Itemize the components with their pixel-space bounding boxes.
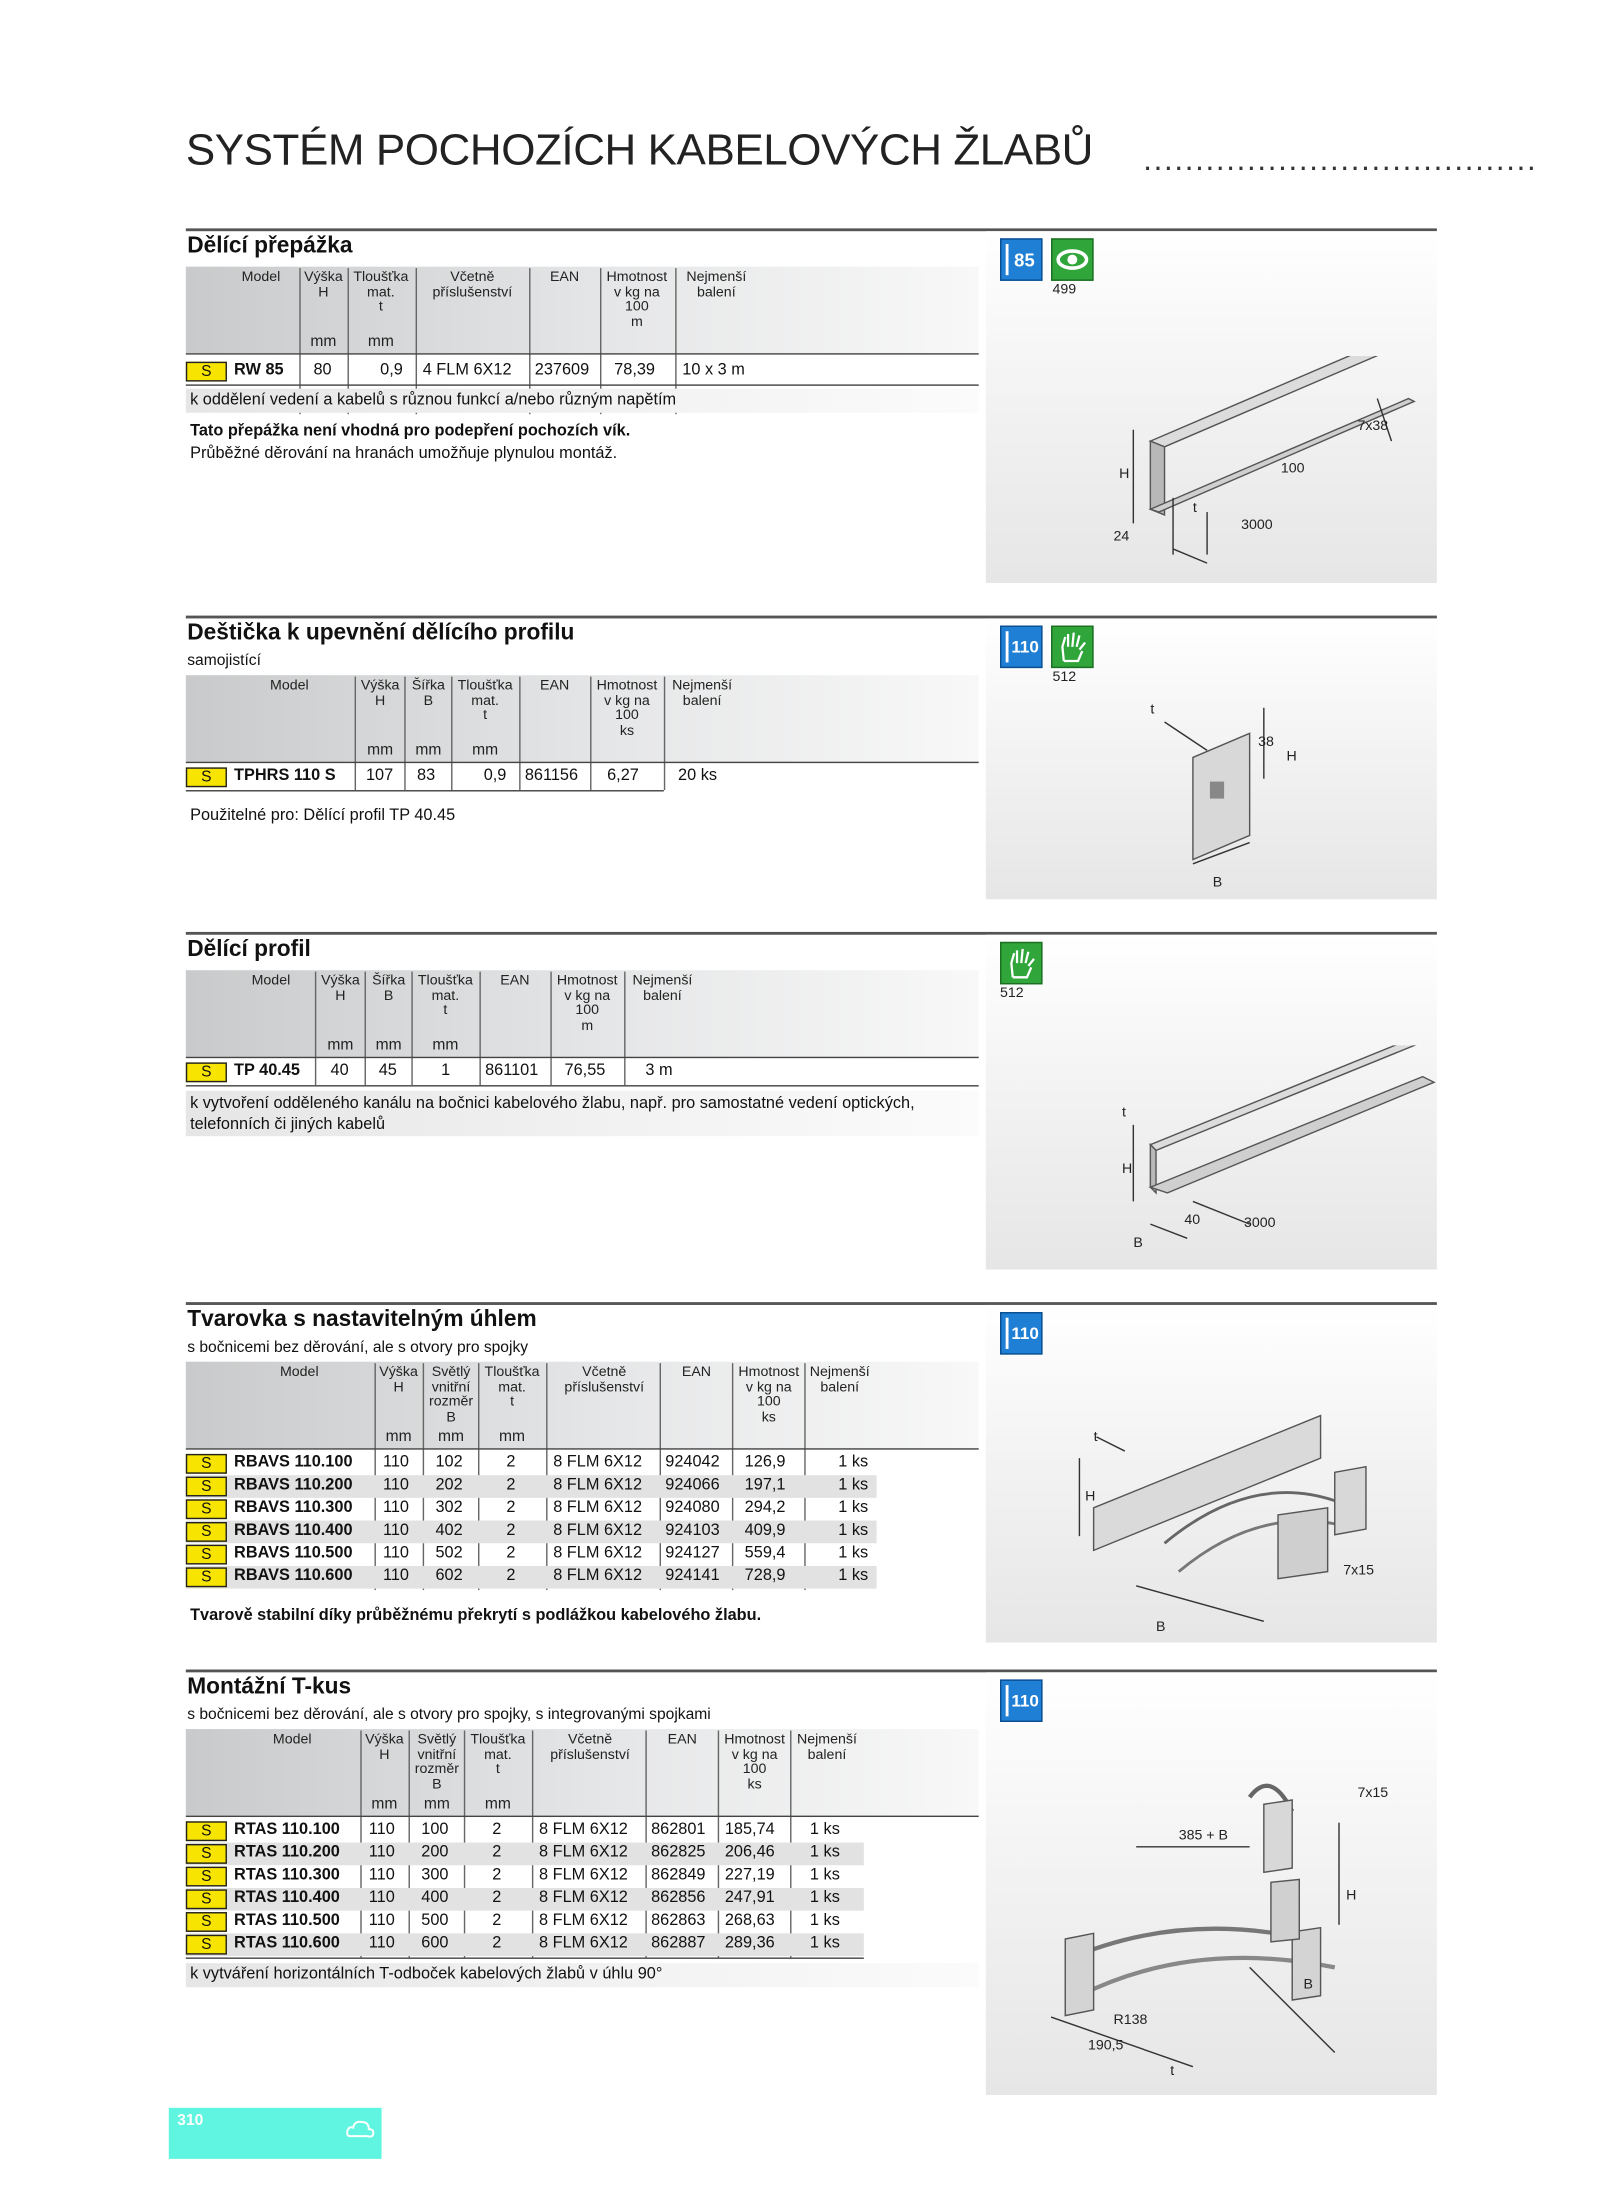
model-cell: RTAS 110.400 — [234, 1889, 340, 1907]
weight-cell: 559,4 — [744, 1544, 786, 1562]
stock-badge: S — [186, 1062, 227, 1082]
stock-badge: S — [186, 1477, 227, 1497]
dim-label: B — [1156, 1619, 1166, 1636]
thickness-cell: 0,9 — [483, 767, 507, 785]
header-package: Nejmenší balení — [686, 269, 747, 301]
page-title: SYSTÉM POCHOZÍCH KABELOVÝCH ŽLABŮ — [185, 124, 1093, 175]
thickness-cell: 2 — [492, 1866, 502, 1884]
accessories-cell: 8 FLM 6X12 — [539, 1889, 628, 1907]
unit-thickness: mm — [472, 741, 499, 759]
accessories-cell: 8 FLM 6X12 — [539, 1866, 628, 1884]
header-weight: Hmotnost v kg na 100 m — [606, 269, 668, 330]
width-cell: 500 — [421, 1912, 449, 1930]
row-divider — [186, 1957, 864, 1958]
model-cell: RBAVS 110.600 — [234, 1567, 353, 1585]
package-cell: 1 ks — [838, 1567, 869, 1585]
model-cell: RTAS 110.300 — [234, 1866, 340, 1884]
dim-label: H — [1119, 466, 1130, 483]
thickness-cell: 2 — [506, 1476, 516, 1494]
unit-thickness: mm — [484, 1795, 511, 1813]
section-subtitle: samojistící — [187, 652, 261, 670]
section-deliciprepazka — [186, 228, 1437, 583]
height-cell: 110 — [368, 1889, 395, 1907]
stock-badge: S — [186, 1935, 227, 1955]
unit-height: mm — [310, 333, 337, 351]
eye-icon-label: 499 — [1052, 282, 1077, 298]
section-subtitle: s bočnicemi bez děrování, ale s otvory pro spojky, s integrovanými spojkami — [187, 1706, 711, 1724]
package-cell: 1 ks — [838, 1453, 869, 1471]
dim-label: 24 — [1113, 528, 1130, 545]
row-divider — [186, 1085, 979, 1086]
clip-drawing — [1108, 679, 1392, 892]
width-cell: 600 — [421, 1934, 449, 1952]
header-ean: EAN — [500, 973, 530, 989]
header-package: Nejmenší balení — [796, 1731, 857, 1763]
height-110-icon: 110 — [1000, 626, 1043, 669]
header-thickness: Tloušťka mat. t — [470, 1731, 526, 1778]
ean-cell: 924080 — [665, 1499, 720, 1517]
unit-width: mm — [423, 1795, 450, 1813]
dim-label: t — [1121, 1104, 1126, 1121]
height-85-icon: 85 — [1000, 238, 1043, 281]
header-weight: Hmotnost v kg na 100 ks — [724, 1731, 785, 1793]
header-thickness: Tloušťka mat. t — [484, 1364, 540, 1410]
width-cell: 300 — [421, 1866, 449, 1884]
width-cell: 402 — [435, 1521, 463, 1540]
header-ean: EAN — [549, 269, 580, 286]
section-subtitle: s bočnicemi bez děrování, ale s otvory pro spojky — [187, 1339, 529, 1357]
section-title: Montážní T-kus — [187, 1675, 352, 1700]
usage-note: k vytváření horizontálních T-odboček kabelových žlabů v úhlu 90° — [190, 1965, 663, 1983]
accessories-cell: 8 FLM 6X12 — [539, 1821, 628, 1839]
usage-note: Použitelné pro: Dělící profil TP 40.45 — [190, 807, 456, 825]
weight-cell: 247,91 — [724, 1889, 775, 1907]
dim-label: H — [1085, 1488, 1096, 1505]
accessories-cell: 8 FLM 6X12 — [539, 1843, 628, 1861]
package-cell: 1 ks — [809, 1821, 840, 1839]
thickness-cell: 0,9 — [380, 361, 403, 379]
header-width: Šířka B — [372, 973, 406, 1004]
ean-cell: 862887 — [651, 1934, 706, 1952]
header-thickness: Tloušťka mat. t — [417, 973, 473, 1019]
height-cell: 110 — [382, 1476, 409, 1494]
dim-label: 38 — [1258, 734, 1274, 751]
section-tkus — [186, 1670, 1437, 2096]
eye-icon — [1051, 238, 1094, 281]
model-cell: TPHRS 110 S — [234, 767, 336, 785]
ean-cell: 862801 — [651, 1821, 706, 1839]
package-cell: 20 ks — [678, 767, 718, 785]
header-model: Model — [279, 1364, 319, 1381]
thickness-cell: 1 — [441, 1062, 451, 1080]
weight-cell: 76,55 — [564, 1062, 606, 1080]
unit-thickness: mm — [432, 1036, 459, 1054]
hand-icon-label: 512 — [1000, 985, 1024, 1002]
header-weight: Hmotnost v kg na 100 ks — [596, 678, 658, 739]
width-cell: 100 — [421, 1821, 449, 1839]
header-accessories: Včetně příslušenství — [564, 1364, 645, 1396]
header-width: Světlý vnitřní rozměr B — [414, 1731, 459, 1793]
hand-icon-label: 512 — [1052, 669, 1077, 686]
height-cell: 110 — [368, 1912, 395, 1930]
package-cell: 1 ks — [809, 1912, 840, 1930]
table-row — [186, 1543, 979, 1566]
height-cell: 110 — [382, 1521, 409, 1540]
package-cell: 3 m — [645, 1062, 673, 1080]
section-title: Dělící profil — [187, 937, 311, 962]
dim-label: 7x15 — [1343, 1562, 1374, 1579]
header-height: Výška H — [379, 1364, 418, 1396]
dim-label: t — [1170, 2063, 1175, 2080]
model-cell: RBAVS 110.200 — [234, 1476, 353, 1494]
package-cell: 1 ks — [809, 1866, 840, 1884]
header-weight: Hmotnost v kg na 100 m — [556, 973, 618, 1034]
thickness-cell: 2 — [506, 1544, 516, 1562]
stability-note: Tvarově stabilní díky průběžnému překrytí s podlážkou kabelového žlabu. — [190, 1607, 762, 1625]
width-cell: 45 — [378, 1062, 397, 1080]
weight-cell: 78,39 — [614, 361, 656, 379]
header-thickness: Tloušťka mat. t — [457, 678, 513, 724]
weight-cell: 294,2 — [744, 1499, 786, 1517]
header-package: Nejmenší balení — [672, 678, 733, 709]
model-cell: RBAVS 110.300 — [234, 1499, 353, 1517]
weight-cell: 728,9 — [744, 1567, 786, 1585]
ean-cell: 924141 — [665, 1567, 720, 1585]
stock-badge: S — [186, 1522, 227, 1542]
width-cell: 102 — [435, 1453, 463, 1471]
model-cell: RBAVS 110.500 — [234, 1544, 353, 1562]
warning-note: Tato přepážka není vhodná pro podepření pochozích vík. — [190, 422, 631, 440]
table-row — [186, 1452, 979, 1475]
dim-label: R138 — [1113, 2012, 1148, 2029]
header-model: Model — [272, 1731, 312, 1748]
height-cell: 110 — [368, 1866, 395, 1884]
accessories-cell: 8 FLM 6X12 — [553, 1567, 643, 1585]
unit-width: mm — [438, 1428, 465, 1446]
stock-badge: S — [186, 1545, 227, 1565]
weight-cell: 268,63 — [724, 1912, 775, 1930]
model-cell: RTAS 110.200 — [234, 1843, 340, 1861]
package-cell: 1 ks — [838, 1499, 869, 1517]
stock-badge: S — [186, 362, 227, 382]
unit-height: mm — [367, 741, 394, 759]
stock-badge: S — [186, 1499, 227, 1519]
table-row — [186, 1521, 979, 1544]
adjustable-fitting-drawing — [1051, 1373, 1420, 1635]
ean-cell: 924042 — [665, 1453, 720, 1471]
dim-label: 3000 — [1241, 517, 1273, 534]
package-cell: 1 ks — [838, 1544, 869, 1562]
ean-cell: 862863 — [651, 1912, 706, 1930]
usage-note: k vytvoření odděleného kanálu na bočnici kabelového žlabu, např. pro samostatné vedení optických, — [190, 1095, 915, 1113]
weight-cell: 126,9 — [744, 1453, 786, 1471]
ean-cell: 861101 — [485, 1062, 539, 1080]
header-model: Model — [270, 678, 309, 694]
thickness-cell: 2 — [492, 1821, 502, 1839]
unit-height: mm — [371, 1795, 398, 1813]
hand-icon — [1000, 942, 1043, 985]
thickness-cell: 2 — [506, 1499, 516, 1517]
stock-badge: S — [186, 1821, 227, 1841]
stock-badge: S — [186, 1844, 227, 1864]
unit-height: mm — [327, 1036, 354, 1054]
header-package: Nejmenší balení — [809, 1364, 870, 1396]
thickness-cell: 2 — [492, 1934, 502, 1952]
header-divider — [186, 1448, 979, 1449]
table-row — [186, 1820, 979, 1843]
table-row — [186, 1475, 979, 1498]
height-cell: 110 — [382, 1567, 409, 1585]
package-cell: 1 ks — [809, 1934, 840, 1952]
table-row — [186, 360, 979, 383]
header-accessories: Včetně příslušenství — [432, 269, 513, 301]
divider-drawing — [1108, 356, 1437, 583]
stock-badge: S — [186, 1867, 227, 1887]
header-weight: Hmotnost v kg na 100 ks — [738, 1364, 800, 1425]
height-cell: 107 — [365, 767, 394, 785]
header-height: Výška H — [360, 678, 400, 709]
model-cell: RTAS 110.500 — [234, 1912, 340, 1930]
header-width: Světlý vnitřní rozměr B — [428, 1364, 474, 1425]
table-row — [186, 766, 979, 789]
dim-label: H — [1286, 748, 1297, 765]
table-row — [186, 1061, 979, 1084]
height-cell: 110 — [368, 1934, 395, 1952]
thickness-cell: 2 — [506, 1521, 516, 1540]
stock-badge: S — [186, 1912, 227, 1932]
title-leader-dots: ...................................... — [1143, 141, 1538, 176]
dim-label: t — [1192, 500, 1197, 517]
section-title: Tvarovka s nastavitelným úhlem — [187, 1307, 537, 1332]
cloud-icon — [345, 2116, 376, 2142]
hand-icon — [1051, 626, 1094, 669]
model-cell: RTAS 110.100 — [234, 1821, 340, 1839]
header-model: Model — [251, 973, 291, 989]
section-title: Deštička k upevnění dělícího profilu — [187, 621, 575, 646]
package-cell: 1 ks — [838, 1521, 869, 1540]
height-cell: 40 — [330, 1062, 349, 1080]
dim-label: 190,5 — [1087, 2037, 1124, 2054]
header-ean: EAN — [681, 1364, 712, 1381]
header-height: Výška H — [321, 973, 360, 1004]
width-cell: 502 — [435, 1544, 463, 1562]
table-row — [186, 1566, 979, 1589]
accessories-cell: 8 FLM 6X12 — [539, 1934, 628, 1952]
package-cell: 1 ks — [809, 1843, 840, 1861]
header-thickness: Tloušťka mat. t — [353, 269, 409, 315]
thickness-cell: 2 — [492, 1889, 502, 1907]
header-height: Výška H — [304, 269, 343, 301]
weight-cell: 206,46 — [724, 1843, 775, 1861]
ean-cell: 861156 — [524, 767, 579, 785]
model-cell: RBAVS 110.100 — [234, 1453, 353, 1471]
table-row — [186, 1865, 979, 1888]
dim-label: B — [1303, 1976, 1313, 1993]
header-width: Šířka B — [411, 678, 445, 709]
accessories-cell: 8 FLM 6X12 — [539, 1912, 628, 1930]
height-cell: 110 — [382, 1499, 409, 1517]
unit-thickness: mm — [367, 333, 394, 351]
model-cell: RBAVS 110.400 — [234, 1521, 353, 1540]
dim-label: H — [1346, 1887, 1357, 1904]
ean-cell: 862825 — [651, 1843, 706, 1861]
width-cell: 602 — [435, 1567, 463, 1585]
usage-note-cont: telefonních či jiných kabelů — [190, 1116, 386, 1134]
unit-width: mm — [375, 1036, 402, 1054]
section-title: Dělící přepážka — [187, 234, 353, 259]
thickness-cell: 2 — [492, 1843, 502, 1861]
model-cell: RW 85 — [234, 361, 284, 379]
accessories-cell: 8 FLM 6X12 — [553, 1476, 643, 1494]
header-package: Nejmenší balení — [632, 973, 693, 1004]
ean-cell: 924103 — [665, 1521, 720, 1540]
dim-label: B — [1133, 1234, 1143, 1251]
page-footer-tab — [169, 2108, 382, 2159]
width-cell: 400 — [421, 1889, 449, 1907]
header-accessories: Včetně příslušenství — [550, 1731, 630, 1763]
height-110-icon: 110 — [1000, 1679, 1043, 1722]
weight-cell: 289,36 — [724, 1934, 775, 1952]
dim-label: H — [1121, 1161, 1133, 1178]
weight-cell: 227,19 — [724, 1866, 775, 1884]
thickness-cell: 2 — [506, 1567, 516, 1585]
width-cell: 200 — [421, 1843, 449, 1861]
dim-label: 385 + B — [1178, 1827, 1228, 1844]
header-ean: EAN — [540, 678, 570, 694]
header-divider — [186, 1816, 979, 1817]
package-cell: 10 x 3 m — [682, 361, 745, 379]
table-row — [186, 1843, 979, 1866]
section-desticka — [186, 616, 1437, 900]
height-cell: 80 — [313, 361, 332, 379]
ean-cell: 924127 — [665, 1544, 720, 1562]
stock-badge: S — [186, 1454, 227, 1474]
model-cell: RTAS 110.600 — [234, 1934, 340, 1952]
height-cell: 110 — [382, 1453, 409, 1471]
ean-cell: 924066 — [665, 1476, 720, 1494]
extra-note: Průběžné děrování na hranách umožňuje plynulou montáž. — [190, 445, 618, 463]
section-tvarovka — [186, 1302, 1437, 1642]
height-cell: 110 — [368, 1843, 395, 1861]
thickness-cell: 2 — [506, 1453, 516, 1471]
dim-label: t — [1093, 1429, 1098, 1446]
table-row — [186, 1911, 979, 1934]
header-ean: EAN — [667, 1731, 697, 1748]
dim-label: B — [1212, 874, 1223, 891]
weight-cell: 409,9 — [744, 1521, 786, 1540]
package-cell: 1 ks — [838, 1476, 869, 1494]
accessories-cell: 4 FLM 6X12 — [422, 361, 512, 379]
dim-label: 40 — [1184, 1212, 1201, 1229]
header-height: Výška H — [365, 1731, 404, 1763]
accessories-cell: 8 FLM 6X12 — [553, 1521, 643, 1540]
row-divider — [186, 384, 979, 385]
row-divider — [186, 790, 664, 791]
t-piece-drawing — [1037, 1769, 1420, 2088]
stock-badge: S — [186, 767, 227, 787]
weight-cell: 185,74 — [724, 1821, 775, 1839]
weight-cell: 6,27 — [607, 767, 639, 785]
header-divider — [186, 762, 979, 763]
dim-label: 100 — [1280, 460, 1305, 477]
unit-width: mm — [415, 741, 442, 759]
dim-label: 3000 — [1243, 1214, 1276, 1231]
weight-cell: 197,1 — [744, 1476, 786, 1494]
package-cell: 1 ks — [809, 1889, 840, 1907]
profile-drawing — [1094, 1045, 1437, 1258]
stock-badge: S — [186, 1567, 227, 1587]
accessories-cell: 8 FLM 6X12 — [553, 1453, 643, 1471]
width-cell: 83 — [417, 767, 436, 785]
header-divider — [186, 1057, 979, 1058]
dim-label: 7x15 — [1357, 1785, 1389, 1802]
height-cell: 110 — [368, 1821, 395, 1839]
header-divider — [186, 353, 979, 354]
unit-height: mm — [385, 1428, 412, 1446]
width-cell: 302 — [435, 1499, 463, 1517]
table-row — [186, 1933, 979, 1956]
usage-note: k oddělení vedení a kabelů s různou funkcí a/nebo různým napětím — [190, 391, 677, 409]
ean-cell: 862849 — [651, 1866, 706, 1884]
ean-cell: 862856 — [651, 1889, 706, 1907]
table-row — [186, 1888, 979, 1911]
width-cell: 202 — [435, 1476, 463, 1494]
accessories-cell: 8 FLM 6X12 — [553, 1499, 643, 1517]
dim-label: 7x38 — [1357, 417, 1389, 434]
ean-cell: 237609 — [534, 361, 590, 379]
height-110-icon: 110 — [1000, 1312, 1043, 1355]
height-cell: 110 — [382, 1544, 409, 1562]
table-row — [186, 1498, 979, 1521]
model-cell: TP 40.45 — [234, 1062, 300, 1080]
section-deliciprofil — [186, 932, 1437, 1270]
accessories-cell: 8 FLM 6X12 — [553, 1544, 643, 1562]
page-number: 310 — [177, 2112, 204, 2130]
header-model: Model — [241, 269, 281, 286]
dim-label: t — [1150, 701, 1155, 718]
unit-thickness: mm — [499, 1428, 526, 1446]
stock-badge: S — [186, 1889, 227, 1909]
thickness-cell: 2 — [492, 1912, 502, 1930]
